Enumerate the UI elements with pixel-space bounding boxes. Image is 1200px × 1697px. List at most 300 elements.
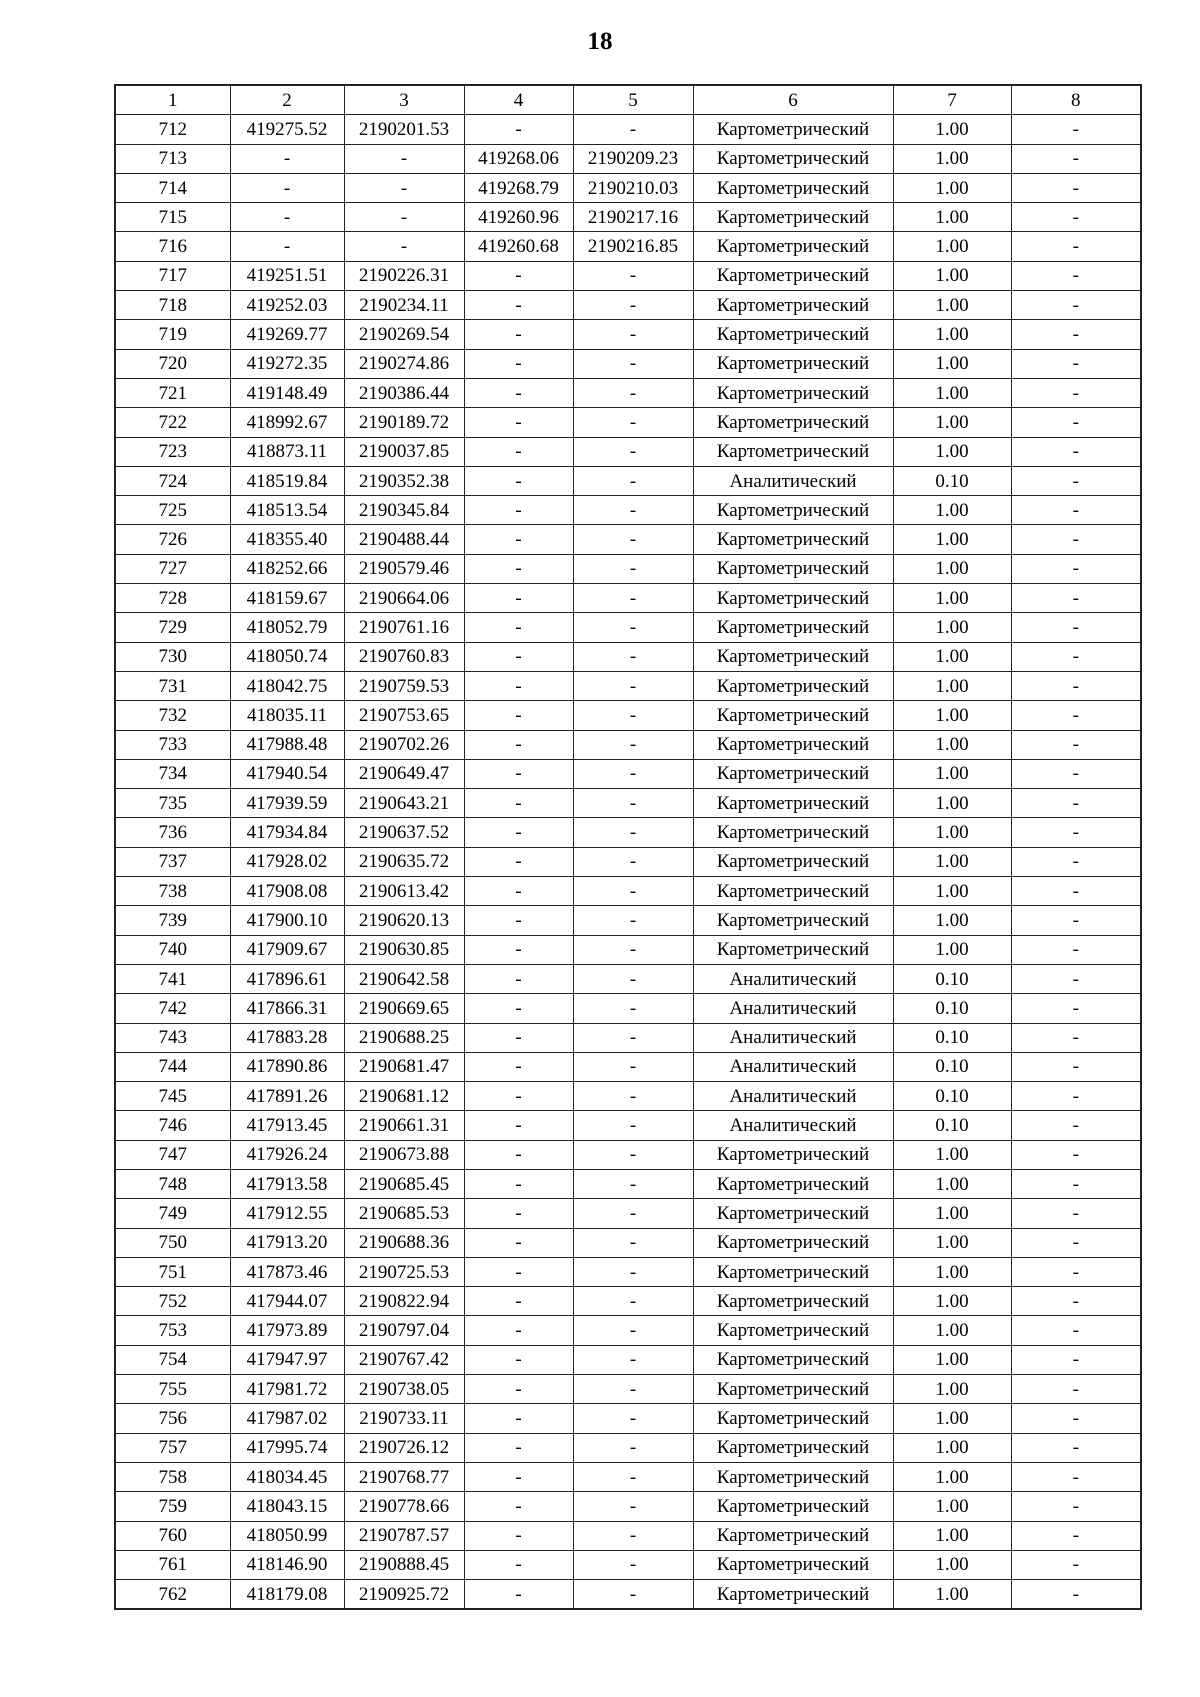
table-cell: - xyxy=(573,1404,693,1433)
table-row xyxy=(115,1492,1141,1521)
table-cell: Картометрический xyxy=(693,349,893,378)
table-cell: - xyxy=(464,613,573,642)
table-cell: 2190630.85 xyxy=(344,935,464,964)
table-cell: 1.00 xyxy=(893,1550,1011,1579)
table-cell: 755 xyxy=(115,1375,230,1404)
table-cell: 2190352.38 xyxy=(344,466,464,495)
table-cell: - xyxy=(464,789,573,818)
table-row xyxy=(115,115,1141,144)
table-cell: 2190761.16 xyxy=(344,613,464,642)
table-cell: 417873.46 xyxy=(230,1257,344,1286)
table-cell: 2190226.31 xyxy=(344,261,464,290)
table-cell: - xyxy=(573,1462,693,1491)
table-cell: 1.00 xyxy=(893,906,1011,935)
table-cell: - xyxy=(573,935,693,964)
table-cell: - xyxy=(1011,1550,1141,1579)
table-cell: 761 xyxy=(115,1550,230,1579)
table-cell: 1.00 xyxy=(893,1199,1011,1228)
table-cell: - xyxy=(1011,1257,1141,1286)
table-cell: 741 xyxy=(115,964,230,993)
table-cell: - xyxy=(1011,1199,1141,1228)
table-cell: 417891.26 xyxy=(230,1082,344,1111)
table-cell: 1.00 xyxy=(893,613,1011,642)
table-cell: 417939.59 xyxy=(230,789,344,818)
table-cell: - xyxy=(1011,466,1141,495)
table-cell: - xyxy=(1011,1052,1141,1081)
table-cell: 2190637.52 xyxy=(344,818,464,847)
table-cell: - xyxy=(573,1316,693,1345)
table-cell: 723 xyxy=(115,437,230,466)
table-cell: Картометрический xyxy=(693,730,893,759)
table-cell: - xyxy=(1011,759,1141,788)
table-row xyxy=(115,730,1141,759)
table-cell: 418873.11 xyxy=(230,437,344,466)
table-cell: - xyxy=(573,1433,693,1462)
table-cell: 713 xyxy=(115,144,230,173)
table-cell: 712 xyxy=(115,115,230,144)
table-cell: Картометрический xyxy=(693,144,893,173)
table-cell: 758 xyxy=(115,1462,230,1491)
table-cell: 2190702.26 xyxy=(344,730,464,759)
table-cell: 418034.45 xyxy=(230,1462,344,1491)
table-cell: - xyxy=(573,1257,693,1286)
table-cell: 2190189.72 xyxy=(344,408,464,437)
table-cell: 725 xyxy=(115,496,230,525)
table-cell: - xyxy=(573,642,693,671)
table-cell: 751 xyxy=(115,1257,230,1286)
table-cell: 2190210.03 xyxy=(573,173,693,202)
table-cell: 2190778.66 xyxy=(344,1492,464,1521)
table-cell: 2190269.54 xyxy=(344,320,464,349)
table-cell: 716 xyxy=(115,232,230,261)
table-cell: - xyxy=(464,730,573,759)
table-cell: 2190201.53 xyxy=(344,115,464,144)
table-cell: - xyxy=(464,1433,573,1462)
table-cell: 418513.54 xyxy=(230,496,344,525)
table-cell: 419260.96 xyxy=(464,203,573,232)
table-row xyxy=(115,144,1141,173)
table-cell: 417995.74 xyxy=(230,1433,344,1462)
table-cell: Картометрический xyxy=(693,1492,893,1521)
table-cell: Картометрический xyxy=(693,1316,893,1345)
table-cell: 2190688.25 xyxy=(344,1023,464,1052)
table-cell: Картометрический xyxy=(693,701,893,730)
table-cell: - xyxy=(1011,584,1141,613)
table-cell: - xyxy=(573,1287,693,1316)
table-row xyxy=(115,759,1141,788)
table-cell: - xyxy=(1011,1433,1141,1462)
table-cell: - xyxy=(464,1375,573,1404)
table-cell: - xyxy=(1011,1580,1141,1610)
table-cell: - xyxy=(573,877,693,906)
table-cell: 2190649.47 xyxy=(344,759,464,788)
table-cell: 731 xyxy=(115,671,230,700)
table-cell: - xyxy=(1011,906,1141,935)
header-row xyxy=(115,85,1141,115)
table-cell: - xyxy=(230,144,344,173)
table-cell: 2190822.94 xyxy=(344,1287,464,1316)
table-cell: 2190725.53 xyxy=(344,1257,464,1286)
table-cell: 2190209.23 xyxy=(573,144,693,173)
table-cell: 419251.51 xyxy=(230,261,344,290)
table-cell: Аналитический xyxy=(693,1111,893,1140)
column-header: 5 xyxy=(573,85,693,115)
table-cell: - xyxy=(573,1492,693,1521)
table-cell: 2190797.04 xyxy=(344,1316,464,1345)
table-row xyxy=(115,1082,1141,1111)
table-cell: 419272.35 xyxy=(230,349,344,378)
table-cell: Картометрический xyxy=(693,1345,893,1374)
table-cell: 417883.28 xyxy=(230,1023,344,1052)
table-cell: 757 xyxy=(115,1433,230,1462)
table-cell: Аналитический xyxy=(693,1023,893,1052)
table-cell: Аналитический xyxy=(693,994,893,1023)
table-cell: - xyxy=(1011,144,1141,173)
table-cell: - xyxy=(573,1345,693,1374)
table-cell: 747 xyxy=(115,1140,230,1169)
table-cell: Картометрический xyxy=(693,935,893,964)
table-cell: Картометрический xyxy=(693,671,893,700)
table-cell: 717 xyxy=(115,261,230,290)
table-cell: 714 xyxy=(115,173,230,202)
table-cell: - xyxy=(1011,291,1141,320)
table-cell: Картометрический xyxy=(693,232,893,261)
table-cell: - xyxy=(1011,701,1141,730)
table-cell: - xyxy=(1011,671,1141,700)
table-cell: 2190925.72 xyxy=(344,1580,464,1610)
table-cell: - xyxy=(1011,525,1141,554)
table-cell: - xyxy=(573,378,693,407)
table-cell: 419260.68 xyxy=(464,232,573,261)
table-cell: 2190274.86 xyxy=(344,349,464,378)
table-cell: - xyxy=(573,115,693,144)
table-row xyxy=(115,1316,1141,1345)
table-cell: 2190216.85 xyxy=(573,232,693,261)
table-cell: - xyxy=(464,1140,573,1169)
table-row xyxy=(115,1111,1141,1140)
table-cell: Картометрический xyxy=(693,759,893,788)
table-cell: 748 xyxy=(115,1169,230,1198)
table-cell: - xyxy=(573,554,693,583)
table-cell: Картометрический xyxy=(693,1580,893,1610)
table-row xyxy=(115,613,1141,642)
table-cell: 1.00 xyxy=(893,935,1011,964)
table-cell: 754 xyxy=(115,1345,230,1374)
table-cell: Картометрический xyxy=(693,1521,893,1550)
table-cell: - xyxy=(230,173,344,202)
table-cell: - xyxy=(464,525,573,554)
table-cell: 1.00 xyxy=(893,1287,1011,1316)
table-cell: 0.10 xyxy=(893,1023,1011,1052)
table-row xyxy=(115,261,1141,290)
table-cell: - xyxy=(573,320,693,349)
table-cell: 417913.20 xyxy=(230,1228,344,1257)
table-cell: 1.00 xyxy=(893,173,1011,202)
table-cell: Аналитический xyxy=(693,466,893,495)
table-cell: 1.00 xyxy=(893,1521,1011,1550)
table-cell: 729 xyxy=(115,613,230,642)
table-cell: Картометрический xyxy=(693,437,893,466)
table-cell: 418159.67 xyxy=(230,584,344,613)
table-cell: 1.00 xyxy=(893,818,1011,847)
table-cell: - xyxy=(1011,1228,1141,1257)
table-cell: 418050.99 xyxy=(230,1521,344,1550)
table-cell: 746 xyxy=(115,1111,230,1140)
table-row xyxy=(115,554,1141,583)
table-cell: - xyxy=(464,466,573,495)
table-cell: - xyxy=(1011,1521,1141,1550)
table-cell: 1.00 xyxy=(893,261,1011,290)
table-row xyxy=(115,1404,1141,1433)
table-cell: 740 xyxy=(115,935,230,964)
table-row xyxy=(115,525,1141,554)
table-cell: - xyxy=(1011,1492,1141,1521)
table-cell: Картометрический xyxy=(693,1550,893,1579)
table-cell: 419148.49 xyxy=(230,378,344,407)
table-cell: Картометрический xyxy=(693,408,893,437)
table-cell: 418043.15 xyxy=(230,1492,344,1521)
table-cell: - xyxy=(573,613,693,642)
table-cell: 2190037.85 xyxy=(344,437,464,466)
table-cell: - xyxy=(1011,173,1141,202)
column-header: 1 xyxy=(115,85,230,115)
table-cell: - xyxy=(573,730,693,759)
table-cell: - xyxy=(573,1052,693,1081)
table-cell: 417988.48 xyxy=(230,730,344,759)
table-cell: 1.00 xyxy=(893,232,1011,261)
table-cell: 734 xyxy=(115,759,230,788)
table-cell: Картометрический xyxy=(693,291,893,320)
table-cell: Картометрический xyxy=(693,173,893,202)
table-cell: 417928.02 xyxy=(230,847,344,876)
table-row xyxy=(115,701,1141,730)
table-cell: 2190234.11 xyxy=(344,291,464,320)
table-cell: 2190681.12 xyxy=(344,1082,464,1111)
coordinates-table xyxy=(114,84,1142,1610)
table-cell: - xyxy=(464,1257,573,1286)
table-cell: 1.00 xyxy=(893,1492,1011,1521)
table-cell: 730 xyxy=(115,642,230,671)
table-cell: 745 xyxy=(115,1082,230,1111)
table-cell: - xyxy=(573,1228,693,1257)
table-cell: 417890.86 xyxy=(230,1052,344,1081)
table-cell: 2190488.44 xyxy=(344,525,464,554)
table-row xyxy=(115,994,1141,1023)
table-cell: - xyxy=(1011,232,1141,261)
table-cell: 1.00 xyxy=(893,349,1011,378)
table-cell: 1.00 xyxy=(893,1228,1011,1257)
table-row xyxy=(115,1140,1141,1169)
table-cell: 1.00 xyxy=(893,701,1011,730)
table-cell: - xyxy=(573,496,693,525)
table-cell: Картометрический xyxy=(693,906,893,935)
table-cell: 753 xyxy=(115,1316,230,1345)
table-cell: Картометрический xyxy=(693,115,893,144)
table-cell: - xyxy=(1011,1082,1141,1111)
table-cell: 1.00 xyxy=(893,1404,1011,1433)
table-cell: 1.00 xyxy=(893,584,1011,613)
table-cell: Картометрический xyxy=(693,378,893,407)
table-cell: 2190579.46 xyxy=(344,554,464,583)
table-cell: - xyxy=(573,1082,693,1111)
table-cell: - xyxy=(573,964,693,993)
table-cell: - xyxy=(464,877,573,906)
table-cell: 417940.54 xyxy=(230,759,344,788)
table-cell: 752 xyxy=(115,1287,230,1316)
table-cell: - xyxy=(230,232,344,261)
table-cell: 722 xyxy=(115,408,230,437)
table-cell: - xyxy=(464,291,573,320)
table-cell: 1.00 xyxy=(893,408,1011,437)
table-cell: - xyxy=(1011,789,1141,818)
table-cell: - xyxy=(464,408,573,437)
table-cell: 419269.77 xyxy=(230,320,344,349)
table-row xyxy=(115,378,1141,407)
table-cell: - xyxy=(573,847,693,876)
table-cell: 418146.90 xyxy=(230,1550,344,1579)
table-cell: - xyxy=(573,906,693,935)
table-cell: 417909.67 xyxy=(230,935,344,964)
table-row xyxy=(115,964,1141,993)
table-cell: 417987.02 xyxy=(230,1404,344,1433)
table-cell: - xyxy=(464,115,573,144)
table-cell: Картометрический xyxy=(693,1228,893,1257)
table-cell: 2190767.42 xyxy=(344,1345,464,1374)
table-cell: Картометрический xyxy=(693,496,893,525)
table-cell: Аналитический xyxy=(693,964,893,993)
table-cell: 2190688.36 xyxy=(344,1228,464,1257)
table-cell: 0.10 xyxy=(893,1052,1011,1081)
table-cell: - xyxy=(1011,1111,1141,1140)
table-cell: 2190345.84 xyxy=(344,496,464,525)
table-cell: 1.00 xyxy=(893,496,1011,525)
table-row xyxy=(115,1228,1141,1257)
table-cell: 728 xyxy=(115,584,230,613)
table-cell: - xyxy=(464,1316,573,1345)
table-cell: - xyxy=(1011,1316,1141,1345)
table-cell: 418050.74 xyxy=(230,642,344,671)
table-cell: - xyxy=(464,1521,573,1550)
table-cell: - xyxy=(464,1462,573,1491)
table-row xyxy=(115,1345,1141,1374)
table-cell: 726 xyxy=(115,525,230,554)
table-cell: - xyxy=(464,1052,573,1081)
table-row xyxy=(115,496,1141,525)
table-cell: - xyxy=(1011,730,1141,759)
table-cell: - xyxy=(1011,818,1141,847)
table-cell: 418035.11 xyxy=(230,701,344,730)
table-row xyxy=(115,291,1141,320)
table-cell: - xyxy=(344,203,464,232)
table-cell: Картометрический xyxy=(693,1140,893,1169)
table-cell: - xyxy=(1011,554,1141,583)
table-row xyxy=(115,847,1141,876)
table-cell: - xyxy=(464,1228,573,1257)
table-row xyxy=(115,935,1141,964)
table-cell: - xyxy=(464,584,573,613)
table-cell: Картометрический xyxy=(693,1257,893,1286)
table-row xyxy=(115,349,1141,378)
table-cell: Аналитический xyxy=(693,1052,893,1081)
table-cell: 736 xyxy=(115,818,230,847)
table-cell: - xyxy=(573,701,693,730)
table-cell: - xyxy=(1011,1375,1141,1404)
table-cell: - xyxy=(1011,613,1141,642)
table-cell: - xyxy=(573,671,693,700)
table-cell: 1.00 xyxy=(893,203,1011,232)
table-row xyxy=(115,232,1141,261)
table-cell: - xyxy=(464,818,573,847)
table-cell: - xyxy=(1011,408,1141,437)
table-cell: 733 xyxy=(115,730,230,759)
table-cell: - xyxy=(1011,115,1141,144)
table-cell: Картометрический xyxy=(693,1462,893,1491)
table-cell: 417908.08 xyxy=(230,877,344,906)
table-cell: 0.10 xyxy=(893,994,1011,1023)
table-cell: 1.00 xyxy=(893,642,1011,671)
table-cell: 2190217.16 xyxy=(573,203,693,232)
table-cell: 1.00 xyxy=(893,759,1011,788)
page-number: 18 xyxy=(587,28,613,55)
table-cell: 1.00 xyxy=(893,1433,1011,1462)
table-cell: - xyxy=(573,789,693,818)
table-cell: 419268.79 xyxy=(464,173,573,202)
table-cell: 742 xyxy=(115,994,230,1023)
table-cell: 417926.24 xyxy=(230,1140,344,1169)
table-cell: 721 xyxy=(115,378,230,407)
table-cell: - xyxy=(1011,1404,1141,1433)
table-cell: - xyxy=(573,818,693,847)
table-cell: 1.00 xyxy=(893,291,1011,320)
table-cell: 720 xyxy=(115,349,230,378)
table-cell: 1.00 xyxy=(893,1580,1011,1610)
table-cell: 718 xyxy=(115,291,230,320)
table-cell: 419275.52 xyxy=(230,115,344,144)
table-row xyxy=(115,203,1141,232)
table-header xyxy=(115,85,1141,115)
table-cell: 2190643.21 xyxy=(344,789,464,818)
table-cell: - xyxy=(573,1111,693,1140)
table-cell: 2190738.05 xyxy=(344,1375,464,1404)
column-header: 3 xyxy=(344,85,464,115)
table-row xyxy=(115,1550,1141,1579)
table-cell: Картометрический xyxy=(693,1199,893,1228)
table-cell: - xyxy=(573,1375,693,1404)
table-cell: 417944.07 xyxy=(230,1287,344,1316)
table-cell: - xyxy=(573,349,693,378)
table-cell: 719 xyxy=(115,320,230,349)
table-row xyxy=(115,584,1141,613)
table-cell: - xyxy=(1011,320,1141,349)
table-cell: 417912.55 xyxy=(230,1199,344,1228)
table-cell: 1.00 xyxy=(893,1345,1011,1374)
table-cell: 715 xyxy=(115,203,230,232)
table-cell: - xyxy=(1011,1140,1141,1169)
table-cell: 2190726.12 xyxy=(344,1433,464,1462)
column-header: 7 xyxy=(893,85,1011,115)
table-cell: 759 xyxy=(115,1492,230,1521)
table-row xyxy=(115,877,1141,906)
column-header: 8 xyxy=(1011,85,1141,115)
table-cell: Аналитический xyxy=(693,1082,893,1111)
table-body xyxy=(115,115,1141,1610)
table-cell: 418042.75 xyxy=(230,671,344,700)
table-cell: 756 xyxy=(115,1404,230,1433)
table-cell: - xyxy=(1011,378,1141,407)
table-cell: - xyxy=(464,1169,573,1198)
table-cell: - xyxy=(1011,1023,1141,1052)
table-cell: 2190753.65 xyxy=(344,701,464,730)
